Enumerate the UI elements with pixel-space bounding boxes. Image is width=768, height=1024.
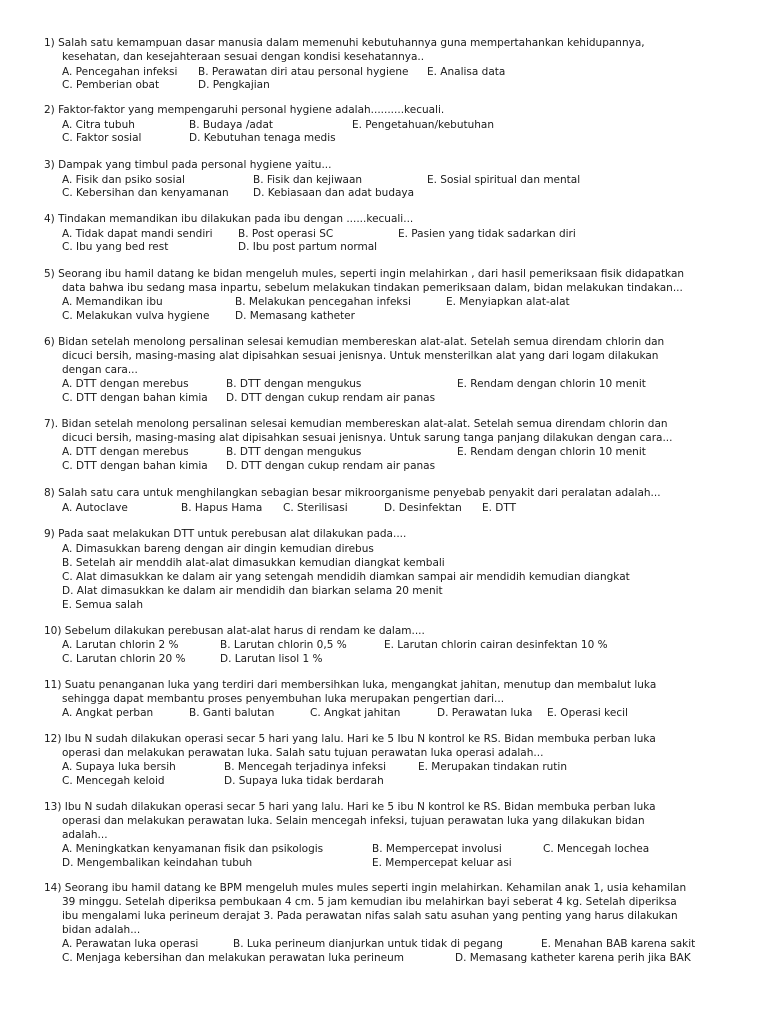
answer-option: A. Fisik dan psiko sosial [62, 174, 185, 186]
question-stem-continuation: bidan adalah... [62, 924, 141, 936]
answer-option: B. Post operasi SC [238, 228, 334, 240]
answer-option: B. Hapus Hama [181, 502, 263, 514]
answer-option: D. DTT dengan cukup rendam air panas [226, 392, 436, 404]
answer-option: A. DTT dengan merebus [62, 446, 189, 458]
answer-option: C. Alat dimasukkan ke dalam air yang setengah mendidih diamkan sampai air mendidih kemudian diangkat [62, 571, 630, 583]
question-stem: 9) Pada saat melakukan DTT untuk perebusan alat dilakukan pada.... [44, 528, 407, 540]
answer-option: C. Mencegah lochea [543, 843, 650, 855]
answer-option: E. Operasi kecil [547, 707, 628, 719]
answer-option: E. Sosial spiritual dan mental [427, 174, 581, 186]
answer-option: E. Rendam dengan chlorin 10 menit [457, 378, 646, 390]
answer-option: B. Luka perineum dianjurkan untuk tidak di pegang [233, 938, 503, 950]
answer-option: D. Kebutuhan tenaga medis [189, 132, 336, 144]
answer-option: B. DTT dengan mengukus [226, 446, 362, 458]
question-stem-continuation: operasi dan melakukan perawatan luka. Salah satu tujuan perawatan luka operasi adalah... [62, 747, 544, 759]
answer-option: C. DTT dengan bahan kimia [62, 392, 208, 404]
question-stem: 4) Tindakan memandikan ibu dilakukan pada ibu dengan ......kecuali... [44, 213, 414, 225]
question-stem: 10) Sebelum dilakukan perebusan alat-alat harus di rendam ke dalam.... [44, 625, 425, 637]
answer-option: C. Larutan chlorin 20 % [62, 653, 186, 665]
answer-option: B. Melakukan pencegahan infeksi [235, 296, 411, 308]
answer-option: C. Sterilisasi [283, 502, 348, 514]
answer-option: D. Pengkajian [198, 79, 270, 91]
question-stem-continuation: dicuci bersih, masing-masing alat dipisahkan sesuai jenisnya. Untuk mensterilkan alat yang dari logam dilakukan [62, 350, 659, 362]
answer-option: D. Larutan lisol 1 % [220, 653, 323, 665]
answer-option: A. Larutan chlorin 2 % [62, 639, 179, 651]
answer-option: C. Mencegah keloid [62, 775, 165, 787]
answer-option: B. Mempercepat involusi [372, 843, 502, 855]
question-stem-continuation: dicuci bersih, masing-masing alat dipisahkan sesuai jenisnya. Untuk sarung tanga panjang dilakukan dengan cara... [62, 432, 673, 444]
answer-option: D. DTT dengan cukup rendam air panas [226, 460, 436, 472]
answer-option: C. Kebersihan dan kenyamanan [62, 187, 229, 199]
answer-option: D. Ibu post partum normal [238, 241, 378, 253]
answer-option: E. Mempercepat keluar asi [372, 857, 512, 869]
answer-option: E. Semua salah [62, 599, 144, 611]
answer-option: E. Menahan BAB karena sakit [541, 938, 696, 950]
answer-option: A. Angkat perban [62, 707, 154, 719]
answer-option: B. Budaya /adat [189, 119, 274, 131]
question-stem-continuation: kesehatan, dan kesejahteraan sesuai dengan kondisi kesehatannya.. [62, 51, 425, 63]
answer-option: E. Menyiapkan alat-alat [446, 296, 570, 308]
question-stem: 8) Salah satu cara untuk menghilangkan sebagian besar mikroorganisme penyebab penyakit dari peralatan adalah... [44, 487, 661, 499]
answer-option: C. Pemberian obat [62, 79, 160, 91]
answer-option: C. DTT dengan bahan kimia [62, 460, 208, 472]
question-stem-continuation: dengan cara... [62, 364, 138, 376]
answer-option: E. Pasien yang tidak sadarkan diri [398, 228, 576, 240]
answer-option: D. Mengembalikan keindahan tubuh [62, 857, 253, 869]
answer-option: A. Pencegahan infeksi [62, 66, 178, 78]
answer-option: E. Pengetahuan/kebutuhan [352, 119, 494, 131]
answer-option: A. Supaya luka bersih [62, 761, 176, 773]
answer-option: D. Memasang katheter [235, 310, 355, 322]
answer-option: D. Supaya luka tidak berdarah [224, 775, 384, 787]
answer-option: E. Merupakan tindakan rutin [418, 761, 567, 773]
answer-option: E. DTT [482, 502, 517, 514]
question-stem: 5) Seorang ibu hamil datang ke bidan mengeluh mules, seperti ingin melahirkan , dari hasil pemeriksaan fisik didapatkan [44, 268, 685, 280]
question-stem-continuation: data bahwa ibu sedang masa inpartu, sebelum melakukan tindakan pemeriksaan dalam, bidan melakukan tindakan... [62, 282, 683, 294]
question-stem: 2) Faktor-faktor yang mempengaruhi personal hygiene adalah..........kecuali. [44, 104, 445, 116]
answer-option: B. Mencegah terjadinya infeksi [224, 761, 387, 773]
answer-option: A. Autoclave [62, 502, 128, 514]
answer-option: A. Dimasukkan bareng dengan air dingin kemudian direbus [62, 543, 374, 555]
answer-option: D. Kebiasaan dan adat budaya [253, 187, 415, 199]
question-stem: 6) Bidan setelah menolong persalinan selesai kemudian membereskan alat-alat. Setelah semua direndam chlorin dan [44, 336, 665, 348]
question-stem: 14) Seorang ibu hamil datang ke BPM mengeluh mules mules seperti ingin melahirkan. Kehamilan anak 1, usia kehamilan [44, 882, 687, 894]
question-stem-continuation: 39 minggu. Setelah diperiksa pembukaan 4 cm. 5 jam kemudian ibu melahirkan bayi seberat 4 kg. Setelah diperiksa [62, 896, 677, 908]
answer-option: D. Memasang katheter karena perih jika BAK [455, 952, 691, 964]
question-stem: 12) Ibu N sudah dilakukan operasi secar 5 hari yang lalu. Hari ke 5 Ibu N kontrol ke RS. Bidan membuka perban luka [44, 733, 656, 745]
answer-option: B. Ganti balutan [189, 707, 275, 719]
answer-option: C. Angkat jahitan [310, 707, 401, 719]
answer-option: C. Faktor sosial [62, 132, 142, 144]
answer-option: D. Perawatan luka [437, 707, 533, 719]
answer-option: A. DTT dengan merebus [62, 378, 189, 390]
answer-option: C. Menjaga kebersihan dan melakukan perawatan luka perineum [62, 952, 404, 964]
answer-option: A. Memandikan ibu [62, 296, 163, 308]
question-stem: 7). Bidan setelah menolong persalinan selesai kemudian membereskan alat-alat. Setelah semua direndam chlorin dan [44, 418, 668, 430]
question-stem: 11) Suatu penanganan luka yang terdiri dari membersihkan luka, mengangkat jahitan, menutup dan membalut luka [44, 679, 657, 691]
question-stem-continuation: sehingga dapat membantu proses penyembuhan luka merupakan pengertian dari... [62, 693, 505, 705]
answer-option: D. Desinfektan [384, 502, 462, 514]
answer-option: B. Fisik dan kejiwaan [253, 174, 363, 186]
answer-option: D. Alat dimasukkan ke dalam air mendidih dan biarkan selama 20 menit [62, 585, 443, 597]
answer-option: A. Meningkatkan kenyamanan fisik dan psikologis [62, 843, 324, 855]
answer-option: C. Melakukan vulva hygiene [62, 310, 210, 322]
question-stem: 3) Dampak yang timbul pada personal hygiene yaitu... [44, 159, 332, 171]
question-stem-continuation: adalah... [62, 829, 108, 841]
answer-option: B. Perawatan diri atau personal hygiene [198, 66, 409, 78]
answer-option: E. Analisa data [427, 66, 506, 78]
answer-option: B. Larutan chlorin 0,5 % [220, 639, 347, 651]
answer-option: E. Rendam dengan chlorin 10 menit [457, 446, 646, 458]
answer-option: E. Larutan chlorin cairan desinfektan 10 % [384, 639, 608, 651]
question-stem-continuation: ibu mengalami luka perineum derajat 3. Pada perawatan nifas salah satu asuhan yang penting yang harus dilakukan [62, 910, 678, 922]
answer-option: A. Perawatan luka operasi [62, 938, 199, 950]
answer-option: C. Ibu yang bed rest [62, 241, 169, 253]
question-stem: 13) Ibu N sudah dilakukan operasi secar 5 hari yang lalu. Hari ke 5 ibu N kontrol ke RS. Bidan membuka perban luka [44, 801, 656, 813]
answer-option: A. Citra tubuh [62, 119, 135, 131]
question-stem: 1) Salah satu kemampuan dasar manusia dalam memenuhi kebutuhannya guna mempertahankan kehidupannya, [44, 37, 645, 49]
answer-option: B. Setelah air menddih alat-alat dimasukkan kemudian diangkat kembali [62, 557, 445, 569]
question-stem-continuation: operasi dan melakukan perawatan luka. Selain mencegah infeksi, tujuan perawatan luka yang dilakukan bidan [62, 815, 645, 827]
answer-option: B. DTT dengan mengukus [226, 378, 362, 390]
answer-option: A. Tidak dapat mandi sendiri [62, 228, 213, 240]
